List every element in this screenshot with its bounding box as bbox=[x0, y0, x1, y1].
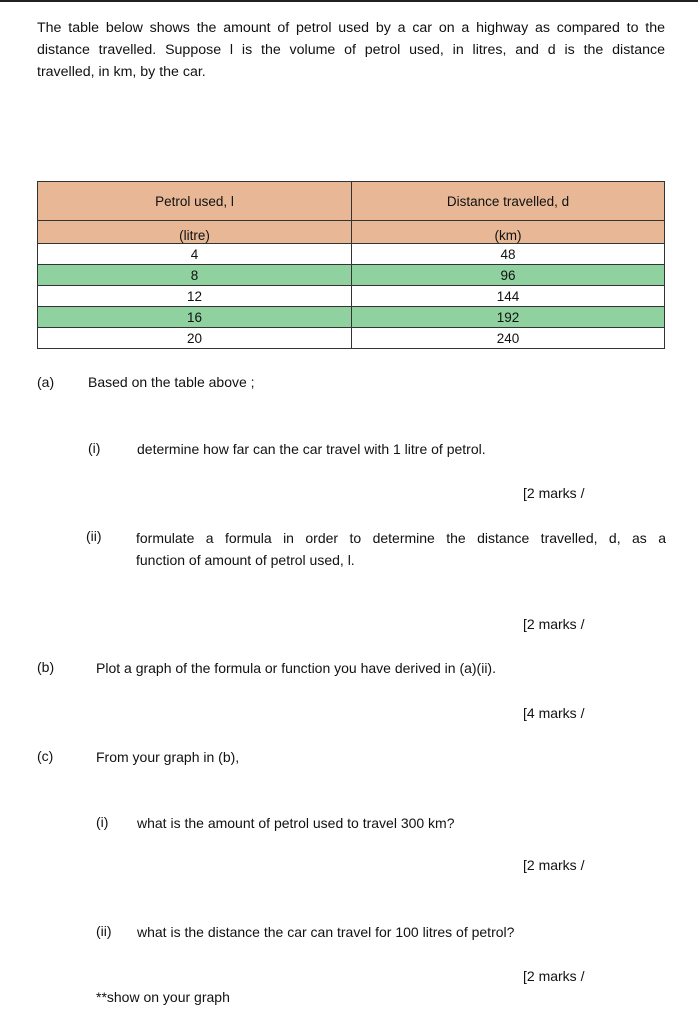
table-header-row bbox=[38, 182, 665, 221]
part-a-i-text: determine how far can the car travel with 1 litre of petrol. bbox=[137, 441, 486, 457]
petrol-cell: 16 bbox=[38, 307, 352, 328]
petrol-cell: 20 bbox=[38, 328, 352, 349]
part-b-label: (b) bbox=[37, 659, 55, 675]
top-rule bbox=[0, 0, 698, 2]
part-a-ii-label: (ii) bbox=[86, 528, 102, 544]
petrol-distance-table bbox=[37, 181, 665, 349]
intro-line-3: travelled, in km, by the car. bbox=[37, 64, 206, 80]
petrol-unit: (litre) bbox=[38, 221, 352, 244]
distance-cell: 240 bbox=[352, 328, 665, 349]
part-a-label: (a) bbox=[37, 374, 55, 390]
part-c-i-marks: [2 marks / bbox=[523, 857, 585, 873]
distance-cell: 144 bbox=[352, 286, 665, 307]
distance-cell: 48 bbox=[352, 244, 665, 265]
table-row bbox=[38, 244, 665, 265]
petrol-cell: 8 bbox=[38, 265, 352, 286]
part-c-ii-marks: [2 marks / bbox=[523, 968, 585, 984]
distance-unit: (km) bbox=[352, 221, 665, 244]
table-row bbox=[38, 286, 665, 307]
petrol-cell: 4 bbox=[38, 244, 352, 265]
petrol-cell: 12 bbox=[38, 286, 352, 307]
distance-cell: 192 bbox=[352, 307, 665, 328]
part-a-ii-line-1: formulate a formula in order to determine the distance travelled, d, as a bbox=[136, 530, 666, 546]
table-row bbox=[38, 265, 665, 286]
distance-cell: 96 bbox=[352, 265, 665, 286]
part-c-ii-text: what is the distance the car can travel for 100 litres of petrol? bbox=[137, 924, 515, 940]
part-a-i-marks: [2 marks / bbox=[523, 485, 585, 501]
petrol-header: Petrol used, l bbox=[38, 182, 352, 221]
part-a-text: Based on the table above ; bbox=[88, 374, 255, 390]
distance-header: Distance travelled, d bbox=[352, 182, 665, 221]
part-c-i-label: (i) bbox=[96, 814, 109, 830]
part-b-marks: [4 marks / bbox=[523, 705, 585, 721]
part-c-i-text: what is the amount of petrol used to travel 300 km? bbox=[137, 815, 455, 831]
intro-line-1: The table below shows the amount of petrol used by a car on a highway as compared to the bbox=[37, 20, 665, 36]
part-a-ii-question bbox=[136, 527, 666, 571]
table-row bbox=[38, 328, 665, 349]
show-on-graph-note: **show on your graph bbox=[96, 989, 230, 1005]
part-a-i-label: (i) bbox=[88, 440, 101, 456]
part-c-ii-label: (ii) bbox=[96, 923, 112, 939]
intro-line-2: distance travelled. Suppose l is the volume of petrol used, in litres, and d is the distance bbox=[37, 42, 665, 58]
part-b-text: Plot a graph of the formula or function you have derived in (a)(ii). bbox=[96, 660, 496, 676]
part-a-ii-line-2: function of amount of petrol used, l. bbox=[136, 552, 355, 568]
table-row bbox=[38, 307, 665, 328]
part-c-text: From your graph in (b), bbox=[96, 749, 240, 765]
intro-paragraph bbox=[37, 17, 665, 83]
part-a-ii-marks: [2 marks / bbox=[523, 616, 585, 632]
table-unit-row bbox=[38, 221, 665, 244]
part-c-label: (c) bbox=[37, 748, 54, 764]
